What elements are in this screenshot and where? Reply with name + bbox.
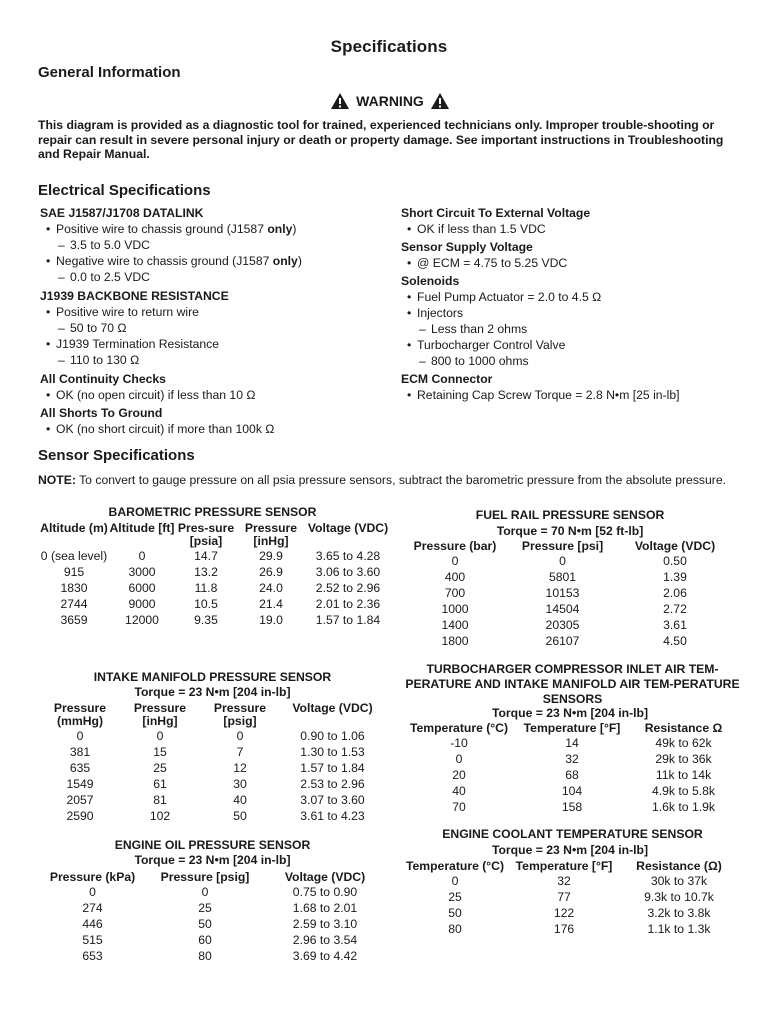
table-cell: 13.2	[194, 565, 218, 579]
table-cell: 400	[444, 570, 466, 584]
list-subitem: – Less than 2 ohms	[401, 321, 751, 337]
electrical-left-column	[40, 204, 390, 437]
table-row	[403, 783, 738, 799]
table-cell: 20	[452, 768, 466, 782]
continuity-title: All Continuity Checks	[40, 372, 166, 386]
table-cell: 0	[89, 885, 96, 899]
table-cell: 3.07 to 3.60	[300, 793, 365, 807]
list-item-emphasis: only	[272, 254, 298, 268]
table-row	[405, 569, 730, 585]
column-header: Altitude [ft]	[109, 521, 175, 535]
table-cell: 2.72	[663, 602, 687, 616]
table-cell: 32	[565, 752, 579, 766]
list-subitem: – 110 to 130 Ω	[40, 352, 390, 368]
table-cell: 61	[153, 777, 167, 791]
table-row	[40, 776, 385, 792]
turbo-table-title: TURBOCHARGER COMPRESSOR INLET AIR TEM-PERATURE AND INTAKE MANIFOLD AIR TEM-PERATURE SENSORS	[405, 662, 740, 706]
fuel-torque: Torque = 70 N•m [52 ft-lb]	[496, 524, 644, 538]
list-item: • OK if less than 1.5 VDC	[401, 221, 751, 237]
table-row	[40, 900, 385, 916]
table-header-row	[405, 860, 735, 873]
table-cell: 5801	[548, 570, 577, 584]
note-text: To convert to gauge pressure on all psia pressure sensors, subtract the barometric pressure from the absolute pressure.	[75, 473, 727, 487]
list-item: • Turbocharger Control Valve	[401, 337, 751, 353]
ecm-title: ECM Connector	[401, 372, 493, 386]
oil-table-title: ENGINE OIL PRESSURE SENSOR	[114, 838, 311, 852]
table-cell: 104	[561, 784, 583, 798]
table-cell: 515	[82, 933, 103, 947]
table-cell: 3.65 to 4.28	[315, 549, 381, 563]
table-cell: 6000	[128, 581, 156, 595]
table-cell: 29k to 36k	[655, 752, 712, 766]
table-cell: 1.57 to 1.84	[300, 761, 365, 775]
column-header: Voltage (VDC)	[284, 870, 366, 884]
warning-triangle-icon	[430, 92, 450, 110]
table-cell: 274	[82, 901, 103, 915]
table-row	[403, 751, 738, 767]
table-cell: 4.50	[663, 634, 687, 648]
table-cell: 700	[444, 586, 466, 600]
list-item: • Injectors	[401, 305, 751, 321]
table-row	[405, 553, 730, 569]
column-header: Voltage (VDC)	[307, 521, 389, 535]
list-item-text: )	[292, 222, 297, 236]
table-row	[40, 808, 385, 824]
backbone-title: J1939 BACKBONE RESISTANCE	[40, 289, 229, 303]
shorts-title: All Shorts To Ground	[40, 406, 163, 420]
datalink-title: SAE J1587/J1708 DATALINK	[40, 206, 204, 220]
table-cell: 14	[565, 736, 579, 750]
list-subitem: – 50 to 70 Ω	[40, 320, 390, 336]
table-cell: 3659	[60, 613, 88, 627]
warning-label: WARNING	[356, 93, 424, 109]
table-cell: 11.8	[194, 581, 218, 595]
table-cell: 0	[455, 752, 463, 766]
table-row	[40, 580, 390, 596]
list-item: • Retaining Cap Screw Torque = 2.8 N•m [25 in-lb]	[401, 387, 751, 403]
table-cell: 158	[561, 800, 583, 814]
column-header: Pressure (mmHg)	[53, 701, 107, 728]
table-row	[405, 921, 735, 937]
coolant-table	[405, 860, 735, 937]
table-cell: 30	[233, 777, 247, 791]
list-item-text: Negative wire to chassis ground (J1587	[56, 254, 273, 268]
table-cell: 40	[452, 784, 466, 798]
warning-text: This diagram is provided as a diagnostic tool for trained, experienced technicians only. Improper trouble-shooting or repair can result in severe personal injury or death or property damage. See important instructions in Troubleshooting and Repair Manual.	[38, 118, 724, 161]
table-row	[40, 948, 385, 964]
table-cell: 2744	[60, 597, 88, 611]
table-cell: 2.96 to 3.54	[292, 933, 358, 947]
sensor-note	[38, 473, 750, 488]
column-header: Pres-sure [psia]	[177, 521, 235, 548]
table-cell: 3.2k to 3.8k	[647, 906, 711, 920]
table-cell: 40	[233, 793, 247, 807]
column-header: Voltage (VDC)	[634, 539, 716, 553]
table-cell: 32	[557, 874, 571, 888]
table-cell: 25	[153, 761, 167, 775]
warning-banner	[315, 90, 465, 112]
table-row	[40, 916, 385, 932]
table-cell: 0	[156, 729, 164, 743]
table-cell: 0.50	[663, 554, 687, 568]
table-cell: 381	[69, 745, 91, 759]
table-cell: 3000	[128, 565, 156, 579]
table-cell: 20305	[545, 618, 580, 632]
table-row	[405, 633, 730, 649]
table-row	[403, 799, 738, 815]
table-cell: 70	[452, 800, 466, 814]
table-cell: 11k to 14k	[655, 768, 712, 782]
list-item-text: Positive wire to chassis ground (J1587	[56, 222, 268, 236]
table-cell: 26.9	[259, 565, 283, 579]
table-cell: 0	[451, 874, 459, 888]
list-item: • Positive wire to return wire	[40, 304, 390, 320]
list-item	[40, 253, 390, 269]
column-header: Resistance Ω	[644, 721, 723, 735]
list-item: • @ ECM = 4.75 to 5.25 VDC	[401, 255, 751, 271]
table-cell: 26107	[545, 634, 580, 648]
table-cell: 12000	[125, 613, 159, 627]
table-cell: 49k to 62k	[655, 736, 712, 750]
table-cell: 102	[149, 809, 171, 823]
table-cell: 68	[565, 768, 579, 782]
table-cell: 50	[448, 906, 462, 920]
oil-table	[40, 871, 385, 964]
table-cell: 9.35	[194, 613, 218, 627]
table-cell: 21.4	[259, 597, 283, 611]
table-cell: 1549	[66, 777, 94, 791]
table-row	[405, 617, 730, 633]
table-cell: 1.39	[663, 570, 687, 584]
table-row	[405, 873, 735, 889]
coolant-table-title: ENGINE COOLANT TEMPERATURE SENSOR	[442, 827, 703, 841]
table-cell: 7	[236, 745, 244, 759]
list-item: • OK (no open circuit) if less than 10 Ω	[40, 387, 390, 403]
baro-table	[40, 522, 390, 628]
list-item-text: )	[297, 254, 302, 268]
table-header-row	[40, 522, 390, 548]
list-item: • Fuel Pump Actuator = 2.0 to 4.5 Ω	[401, 289, 751, 305]
table-cell: 10.5	[194, 597, 218, 611]
table-cell: 122	[553, 906, 575, 920]
table-cell: 2.01 to 2.36	[315, 597, 381, 611]
table-cell: 2.52 to 2.96	[315, 581, 381, 595]
table-row	[40, 612, 390, 628]
table-cell: 12	[233, 761, 247, 775]
turbo-table	[403, 722, 738, 815]
table-cell: 80	[198, 949, 212, 963]
turbo-torque: Torque = 23 N•m [204 in-lb]	[491, 706, 649, 720]
table-cell: 3.61	[663, 618, 687, 632]
list-item: • J1939 Termination Resistance	[40, 336, 390, 352]
general-info-heading: General Information	[38, 64, 181, 81]
list-item-emphasis: only	[267, 222, 293, 236]
table-cell: 2.06	[663, 586, 687, 600]
coolant-torque: Torque = 23 N•m [204 in-lb]	[491, 843, 649, 857]
table-cell: 10153	[545, 586, 580, 600]
list-item: • OK (no short circuit) if more than 100k Ω	[40, 421, 390, 437]
table-cell: 60	[198, 933, 212, 947]
table-cell: 0 (sea level)	[40, 549, 108, 563]
table-cell: 50	[233, 809, 247, 823]
table-cell: 446	[82, 917, 103, 931]
table-cell: 2590	[66, 809, 94, 823]
table-row	[40, 564, 390, 580]
column-header: Altitude (m)	[40, 521, 108, 535]
table-cell: 0	[451, 554, 459, 568]
table-cell: 1800	[441, 634, 469, 648]
table-cell: 2057	[66, 793, 94, 807]
table-cell: 0	[138, 549, 146, 563]
table-row	[40, 728, 385, 744]
table-row	[405, 905, 735, 921]
intake-table	[40, 702, 385, 824]
column-header: Pressure [psig]	[213, 701, 267, 728]
table-cell: 24.0	[259, 581, 283, 595]
table-header-row	[40, 871, 385, 884]
short-ext-title: Short Circuit To External Voltage	[401, 206, 591, 220]
fuel-table-title: FUEL RAIL PRESSURE SENSOR	[475, 508, 665, 522]
table-cell: 9.3k to 10.7k	[644, 890, 714, 904]
column-header: Pressure (kPa)	[49, 870, 136, 884]
table-cell: 1.1k to 1.3k	[647, 922, 711, 936]
table-row	[405, 585, 730, 601]
column-header: Pressure [psig]	[160, 870, 250, 884]
table-row	[40, 760, 385, 776]
table-cell: -10	[450, 736, 468, 750]
table-cell: 2.59 to 3.10	[292, 917, 358, 931]
warning-triangle-icon	[330, 92, 350, 110]
table-row	[40, 744, 385, 760]
column-header: Resistance (Ω)	[636, 859, 722, 873]
table-cell: 0.75 to 0.90	[292, 885, 358, 899]
table-row	[40, 596, 390, 612]
table-cell: 0.90 to 1.06	[300, 729, 365, 743]
sensor-heading: Sensor Specifications	[38, 447, 195, 464]
column-header: Temperature (°C)	[405, 859, 505, 873]
table-cell: 3.61 to 4.23	[300, 809, 365, 823]
table-row	[403, 735, 738, 751]
table-cell: 14.7	[194, 549, 218, 563]
table-row	[405, 889, 735, 905]
table-cell: 2.53 to 2.96	[300, 777, 365, 791]
table-cell: 1830	[60, 581, 88, 595]
table-cell: 1.6k to 1.9k	[651, 800, 715, 814]
list-subitem: – 3.5 to 5.0 VDC	[40, 237, 390, 253]
table-cell: 19.0	[259, 613, 283, 627]
table-cell: 9000	[128, 597, 156, 611]
table-cell: 25	[198, 901, 212, 915]
table-cell: 30k to 37k	[650, 874, 708, 888]
column-header: Temperature (°C)	[409, 721, 509, 735]
table-header-row	[405, 540, 730, 553]
table-cell: 0	[559, 554, 566, 568]
table-cell: 3.69 to 4.42	[292, 949, 358, 963]
electrical-right-column	[401, 204, 751, 403]
table-cell: 29.9	[259, 549, 283, 563]
table-cell: 50	[198, 917, 212, 931]
column-header: Pressure [psi]	[521, 539, 604, 553]
electrical-heading: Electrical Specifications	[38, 182, 211, 199]
table-row	[403, 767, 738, 783]
table-header-row	[403, 722, 738, 735]
column-header: Pressure [inHg]	[244, 521, 298, 548]
fuel-table	[405, 540, 730, 649]
table-cell: 1.57 to 1.84	[315, 613, 381, 627]
table-cell: 1.30 to 1.53	[300, 745, 365, 759]
table-cell: 25	[448, 890, 462, 904]
column-header: Temperature [°F]	[515, 859, 613, 873]
table-cell: 4.9k to 5.8k	[651, 784, 715, 798]
list-subitem: – 800 to 1000 ohms	[401, 353, 751, 369]
intake-table-title: INTAKE MANIFOLD PRESSURE SENSOR	[93, 670, 332, 684]
oil-torque: Torque = 23 N•m [204 in-lb]	[134, 853, 291, 867]
column-header: Pressure (bar)	[413, 539, 497, 553]
column-header: Voltage (VDC)	[292, 701, 373, 715]
table-cell: 176	[553, 922, 575, 936]
table-cell: 14504	[545, 602, 580, 616]
table-cell: 915	[63, 565, 85, 579]
table-row	[40, 932, 385, 948]
table-row	[40, 884, 385, 900]
table-cell: 653	[82, 949, 103, 963]
table-cell: 0	[201, 885, 209, 899]
column-header: Pressure [inHg]	[133, 701, 187, 728]
page-title: Specifications	[330, 37, 448, 56]
supply-title: Sensor Supply Voltage	[401, 240, 533, 254]
table-cell: 1000	[441, 602, 469, 616]
baro-table-title: BAROMETRIC PRESSURE SENSOR	[108, 505, 317, 519]
table-cell: 3.06 to 3.60	[315, 565, 381, 579]
table-row	[405, 601, 730, 617]
table-cell: 635	[69, 761, 91, 775]
solenoids-title: Solenoids	[401, 274, 460, 288]
table-cell: 0	[76, 729, 84, 743]
intake-torque: Torque = 23 N•m [204 in-lb]	[134, 685, 291, 699]
table-cell: 77	[557, 890, 571, 904]
table-cell: 1400	[441, 618, 469, 632]
note-label: NOTE:	[38, 473, 76, 487]
column-header: Temperature [°F]	[523, 721, 621, 735]
table-cell: 1.68 to 2.01	[292, 901, 358, 915]
table-cell: 81	[153, 793, 167, 807]
list-subitem: – 0.0 to 2.5 VDC	[40, 269, 390, 285]
table-cell: 80	[448, 922, 462, 936]
table-row	[40, 792, 385, 808]
list-item	[40, 221, 390, 237]
table-cell: 15	[153, 745, 167, 759]
table-cell: 0	[236, 729, 244, 743]
table-header-row	[40, 702, 385, 728]
table-row	[40, 548, 390, 564]
